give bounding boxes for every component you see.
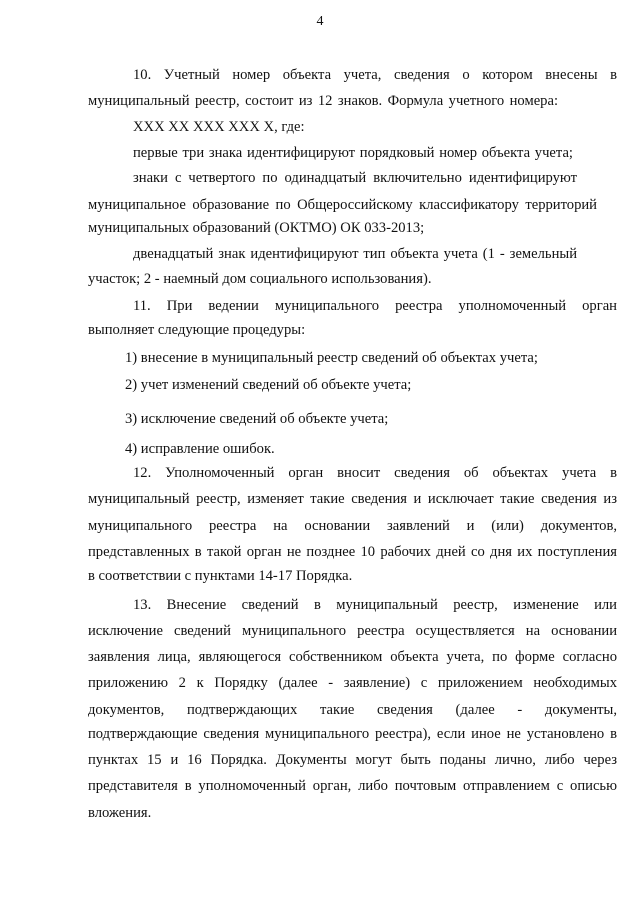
text-line: подтверждающие сведения муниципального реестра), если иное не установлено в	[88, 726, 617, 742]
text-line: документов, подтверждающих такие сведения (далее - документы,	[88, 702, 617, 718]
text-line: 11. При ведении муниципального реестра уполномоченный орган	[133, 298, 617, 314]
text-line: вложения.	[88, 805, 152, 821]
text-line: исключение сведений муниципального реестра осуществляется на основании	[88, 623, 617, 639]
text-line: 12. Уполномоченный орган вносит сведения об объектах учета в	[133, 465, 617, 481]
text-line: представителя в уполномоченный орган, либо почтовым отправлением с описью	[88, 778, 617, 794]
text-line: муниципальный реестр, состоит из 12 знаков. Формула учетного номера:	[88, 93, 558, 109]
page-number: 4	[316, 14, 324, 29]
text-line: участок; 2 - наемный дом социального использования).	[88, 271, 432, 287]
text-line: муниципальный реестр, изменяет такие сведения и исключает такие сведения из	[88, 491, 617, 507]
text-line: пунктах 15 и 16 Порядка. Документы могут быть поданы лично, либо через	[88, 752, 617, 768]
text-line: выполняет следующие процедуры:	[88, 322, 306, 338]
text-line: 3) исключение сведений об объекте учета;	[125, 411, 389, 427]
text-line: муниципального реестра на основании заявлений и (или) документов,	[88, 518, 617, 534]
text-line: 1) внесение в муниципальный реестр сведений об объектах учета;	[125, 350, 538, 366]
text-line: первые три знака идентифицируют порядковый номер объекта учета;	[133, 145, 573, 161]
text-line: в соответствии с пунктами 14-17 Порядка.	[88, 568, 353, 584]
text-line: знаки с четвертого по одинадцатый включительно идентифицируют	[133, 170, 577, 186]
text-line: 10. Учетный номер объекта учета, сведения о котором внесены в	[133, 67, 617, 83]
text-line: 2) учет изменений сведений об объекте учета;	[125, 377, 412, 393]
text-line: 4) исправление ошибок.	[125, 441, 275, 457]
text-line: муниципальных образований (ОКТМО) ОК 033-2013;	[88, 220, 425, 236]
text-line: приложению 2 к Порядку (далее - заявление) с приложением необходимых	[88, 675, 617, 691]
text-line: двенадцатый знак идентифицируют тип объекта учета (1 - земельный	[133, 246, 577, 262]
text-line: представленных в такой орган не позднее 10 рабочих дней со дня их поступления	[88, 544, 617, 560]
text-line: XXX XX XXX XXX X, где:	[133, 119, 305, 135]
text-line: 13. Внесение сведений в муниципальный реестр, изменение или	[133, 597, 617, 613]
text-line: заявления лица, являющегося собственником объекта учета, по форме согласно	[88, 649, 617, 665]
text-line: муниципальное образование по Общероссийскому классификатору территорий	[88, 197, 597, 213]
